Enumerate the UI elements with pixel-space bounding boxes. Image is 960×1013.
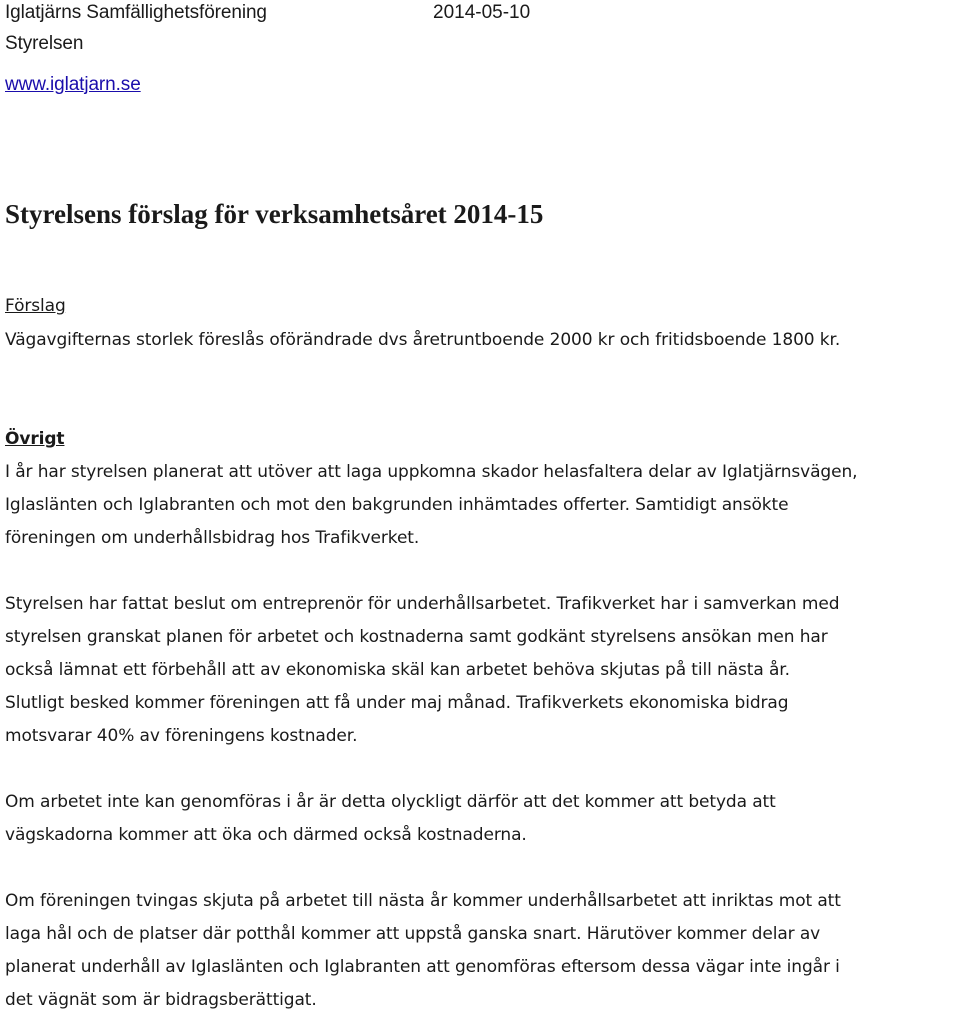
organization-name: Iglatjärns Samfällighetsförening — [5, 2, 267, 23]
paragraph-line: styrelsen granskat planen för arbetet och kostnaderna samt godkänt styrelsens ansökan men har — [5, 627, 828, 647]
paragraph-line: Slutligt besked kommer föreningen att få under maj månad. Trafikverkets ekonomiska bidrag — [5, 693, 789, 713]
paragraph-line: Iglaslänten och Iglabranten och mot den bakgrunden inhämtades offerter. Samtidigt ansökte — [5, 495, 789, 515]
document-date: 2014-05-10 — [433, 2, 531, 23]
website-link[interactable]: www.iglatjarn.se — [5, 74, 141, 95]
proposal-text: Vägavgifternas storlek föreslås oförändrade dvs åretruntboende 2000 kr och fritidsboende 1800 kr. — [5, 330, 841, 350]
paragraph-line: vägskadorna kommer att öka och därmed också kostnaderna. — [5, 825, 527, 845]
paragraph-line: motsvarar 40% av föreningens kostnader. — [5, 726, 358, 746]
section-heading-ovrigt: Övrigt — [5, 429, 65, 449]
paragraph-line: Om föreningen tvingas skjuta på arbetet till nästa år kommer underhållsarbetet att inriktas mot att — [5, 891, 841, 911]
paragraph-line: också lämnat ett förbehåll att av ekonomiska skäl kan arbetet behöva skjutas på till nästa år. — [5, 660, 790, 680]
paragraph-line: Om arbetet inte kan genomföras i år är detta olyckligt därför att det kommer att betyda att — [5, 792, 776, 812]
department-name: Styrelsen — [5, 33, 84, 54]
paragraph-line: Styrelsen har fattat beslut om entreprenör för underhållsarbetet. Trafikverket har i samverkan med — [5, 594, 840, 614]
paragraph-line: föreningen om underhållsbidrag hos Trafikverket. — [5, 528, 420, 548]
section-heading-forslag: Förslag — [5, 296, 66, 316]
paragraph-line: laga hål och de platser där potthål kommer att uppstå ganska snart. Härutöver kommer delar av — [5, 924, 821, 944]
paragraph-line: I år har styrelsen planerat att utöver att laga uppkomna skador helasfaltera delar av Iglatjärnsvägen, — [5, 462, 858, 482]
paragraph-line: planerat underhåll av Iglaslänten och Iglabranten att genomföras eftersom dessa vägar inte ingår i — [5, 957, 840, 977]
paragraph-line: det vägnät som är bidragsberättigat. — [5, 990, 317, 1010]
document-title: Styrelsens förslag för verksamhetsåret 2014-15 — [5, 199, 544, 229]
